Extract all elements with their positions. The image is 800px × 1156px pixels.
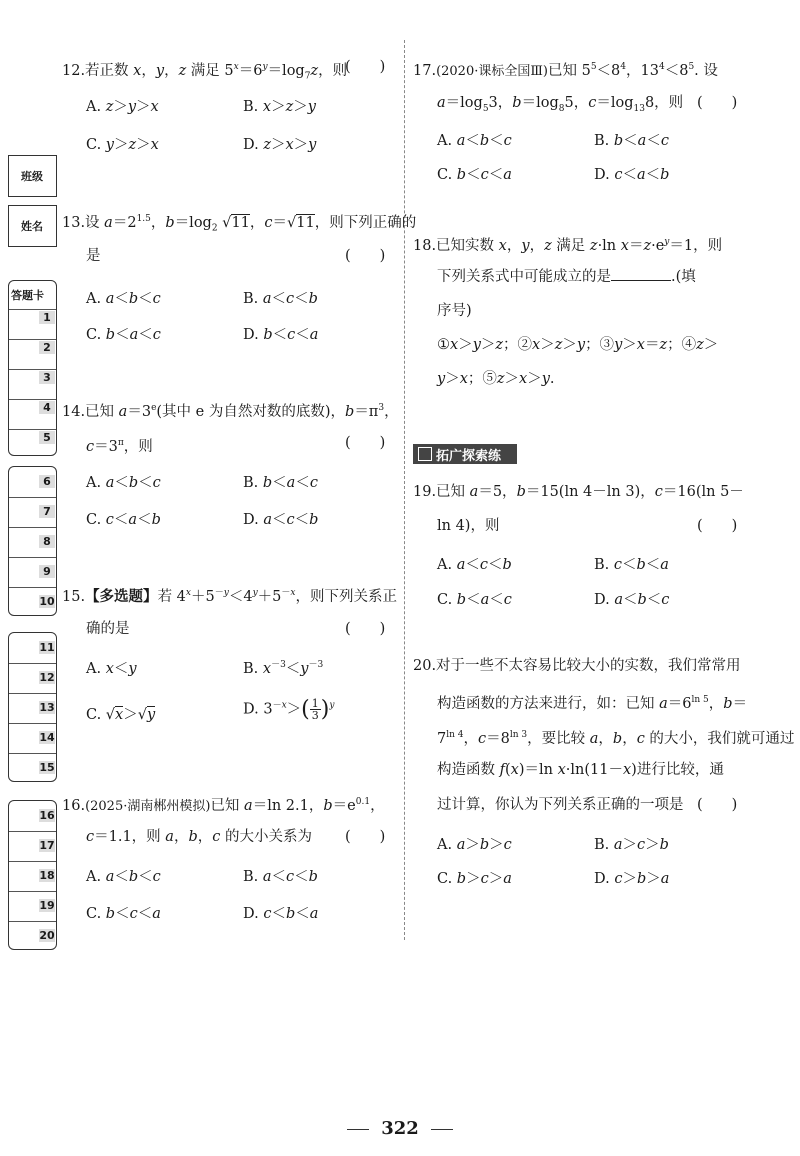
class-box bbox=[8, 155, 57, 197]
q13-option-b[interactable]: B. a＜c＜b bbox=[243, 291, 318, 307]
answer-number: 6 bbox=[39, 475, 55, 488]
answer-card-label: 答题卡 bbox=[11, 289, 44, 302]
class-label: 班级 bbox=[21, 170, 43, 183]
answer-number: 11 bbox=[39, 641, 55, 654]
answer-card-group-3 bbox=[8, 632, 57, 782]
answer-number: 2 bbox=[39, 341, 55, 354]
answer-number: 3 bbox=[39, 371, 55, 384]
answer-number: 1 bbox=[39, 311, 55, 324]
answer-number: 4 bbox=[39, 401, 55, 414]
answer-card-group-2 bbox=[8, 466, 57, 616]
answer-blank[interactable] bbox=[611, 280, 671, 281]
book-icon bbox=[418, 447, 432, 461]
q13-option-a[interactable]: A. a＜b＜c bbox=[86, 291, 161, 307]
q13-option-c[interactable]: C. b＜a＜c bbox=[86, 327, 161, 343]
q13-option-d[interactable]: D. b＜c＜a bbox=[243, 327, 319, 343]
q20-option-a[interactable]: A. a＞b＞c bbox=[437, 837, 512, 853]
q12-option-b[interactable]: B. x＞z＞y bbox=[243, 99, 316, 115]
answer-number: 9 bbox=[39, 565, 55, 578]
answer-number: 20 bbox=[39, 929, 55, 942]
q15-option-a[interactable]: A. x＜y bbox=[86, 661, 137, 677]
answer-number: 12 bbox=[39, 671, 55, 684]
q20-option-d[interactable]: D. c＞b＞a bbox=[594, 871, 670, 887]
q19-option-c[interactable]: C. b＜a＜c bbox=[437, 592, 512, 608]
q16-option-a[interactable]: A. a＜b＜c bbox=[86, 869, 161, 885]
q16-option-c[interactable]: C. b＜c＜a bbox=[86, 906, 161, 922]
name-box bbox=[8, 205, 57, 247]
q15-option-c[interactable]: C. √x＞√y bbox=[86, 707, 156, 723]
q20-option-c[interactable]: C. b＞c＞a bbox=[437, 871, 512, 887]
name-label: 姓名 bbox=[21, 220, 43, 233]
q14-option-c[interactable]: C. c＜a＜b bbox=[86, 512, 161, 528]
answer-number: 17 bbox=[39, 839, 55, 852]
column-divider bbox=[404, 40, 405, 940]
answer-number: 14 bbox=[39, 731, 55, 744]
answer-card-group-4 bbox=[8, 800, 57, 950]
answer-number: 19 bbox=[39, 899, 55, 912]
q19-option-b[interactable]: B. c＜b＜a bbox=[594, 557, 669, 573]
answer-number: 13 bbox=[39, 701, 55, 714]
answer-number: 15 bbox=[39, 761, 55, 774]
section-badge: 拓广探索练 bbox=[413, 444, 517, 464]
q12-option-c[interactable]: C. y＞z＞x bbox=[86, 137, 159, 153]
answer-number: 10 bbox=[39, 595, 55, 608]
q12-option-d[interactable]: D. z＞x＞y bbox=[243, 137, 317, 153]
answer-number: 16 bbox=[39, 809, 55, 822]
answer-number: 8 bbox=[39, 535, 55, 548]
q14-option-b[interactable]: B. b＜a＜c bbox=[243, 475, 318, 491]
q15-option-b[interactable]: B. $x^{-3}<y^{-3}$ bbox=[243, 660, 324, 677]
q12-option-a[interactable]: A. z＞y＞x bbox=[86, 99, 159, 115]
q19-option-d[interactable]: D. a＜b＜c bbox=[594, 592, 670, 608]
q17-option-d[interactable]: D. c＜a＜b bbox=[594, 167, 670, 183]
answer-card-group-1 bbox=[8, 280, 57, 456]
answer-number: 7 bbox=[39, 505, 55, 518]
q17-option-b[interactable]: B. b＜a＜c bbox=[594, 133, 669, 149]
answer-number: 18 bbox=[39, 869, 55, 882]
q17-option-c[interactable]: C. b＜c＜a bbox=[437, 167, 512, 183]
q14-option-d[interactable]: D. a＜c＜b bbox=[243, 512, 319, 528]
q19-option-a[interactable]: A. a＜c＜b bbox=[437, 557, 512, 573]
answer-number: 5 bbox=[39, 431, 55, 444]
q16-option-b[interactable]: B. a＜c＜b bbox=[243, 869, 318, 885]
q14-option-a[interactable]: A. a＜b＜c bbox=[86, 475, 161, 491]
page-number: 322 bbox=[0, 1118, 800, 1139]
q16-option-d[interactable]: D. c＜b＜a bbox=[243, 906, 319, 922]
q20-option-b[interactable]: B. a＞c＞b bbox=[594, 837, 669, 853]
q15-option-d[interactable]: D. $3^{-x}>$( $\frac{1}{3}$ )$^y$ bbox=[243, 697, 335, 722]
q17-option-a[interactable]: A. a＜b＜c bbox=[437, 133, 512, 149]
